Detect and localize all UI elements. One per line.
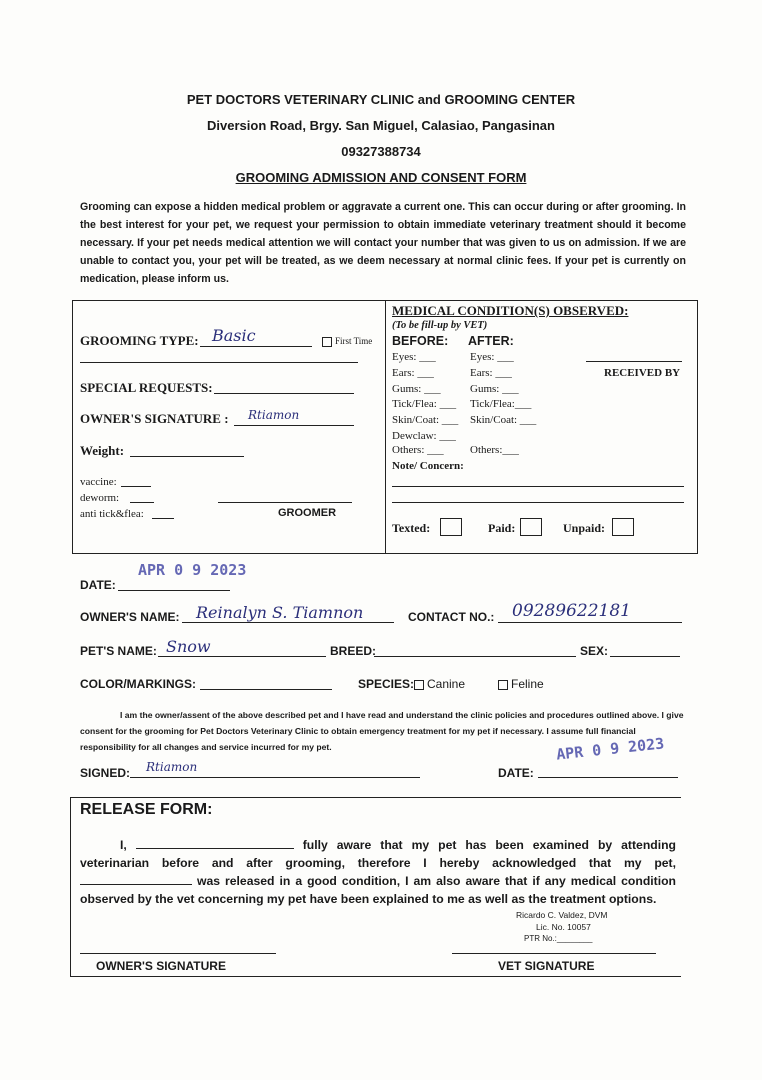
paid-box[interactable] bbox=[520, 518, 542, 536]
color-markings-line bbox=[200, 689, 332, 690]
before-skin-coat: Skin/Coat: ___ bbox=[392, 414, 459, 426]
first-time-label: First Time bbox=[335, 336, 373, 346]
clinic-address: Diversion Road, Brgy. San Miguel, Calasiao, Pangasinan bbox=[207, 118, 555, 133]
color-markings-label: COLOR/MARKINGS: bbox=[80, 677, 196, 691]
owner-name-line bbox=[182, 622, 394, 623]
after-gums: Gums: ___ bbox=[470, 383, 519, 395]
paid-label: Paid: bbox=[488, 521, 516, 535]
after-tick-flea: Tick/Flea:___ bbox=[470, 398, 532, 410]
owner-name-value[interactable]: Reinalyn S. Tiamnon bbox=[196, 603, 364, 622]
medical-subtitle: (To be fill-up by VET) bbox=[392, 320, 488, 331]
first-time-box[interactable] bbox=[322, 337, 332, 347]
form-title: GROOMING ADMISSION AND CONSENT FORM bbox=[235, 170, 527, 185]
breed-label: BREED: bbox=[330, 644, 377, 658]
vet-signature-line bbox=[452, 953, 656, 954]
before-others: Others: ___ bbox=[392, 444, 444, 456]
before-heading: BEFORE: bbox=[392, 334, 449, 348]
table-divider bbox=[385, 300, 386, 553]
received-by-label: RECEIVED BY bbox=[604, 367, 681, 379]
sex-label: SEX: bbox=[580, 644, 609, 658]
species-canine-option[interactable] bbox=[414, 677, 465, 691]
intro-paragraph: Grooming can expose a hidden medical problem or aggravate a current one. This can occur during or after grooming. In the best interest for your pet, we request your permission to obtain immediate veterinary treatment should it become necessary. If your pet needs medical attention we will contact your number that was given to us on admission. If we are unable to contact you, your pet will be treated, as we deem necessary at normal clinic fees. If your pet is currently on medication, please inform us. bbox=[80, 201, 686, 285]
contact-line bbox=[498, 622, 682, 623]
canine-label: Canine bbox=[427, 677, 466, 691]
anti-tick-line bbox=[152, 518, 174, 519]
date-line bbox=[118, 590, 230, 591]
clinic-phone: 09327388734 bbox=[341, 144, 421, 159]
after-others: Others:___ bbox=[470, 444, 519, 456]
vet-signature-label: VET SIGNATURE bbox=[498, 959, 595, 973]
consent-text: I am the owner/assent of the above described pet and I have read and understand the clinic policies and procedures outlined above. I give consent for the grooming for Pet Doctors Veterinary Clinic to obtain emergency treatment for my pet if necessary. I assume full financial responsibility for all changes and service incurred for my pet. bbox=[80, 710, 684, 752]
note-label: Note/ Concern: bbox=[392, 460, 464, 472]
signed-value: Rtiamon bbox=[146, 760, 198, 774]
owner-signature-release-label: OWNER'S SIGNATURE bbox=[96, 959, 226, 973]
species-feline-option[interactable] bbox=[498, 677, 544, 691]
first-time-checkbox[interactable] bbox=[322, 336, 372, 347]
after-eyes: Eyes: ___ bbox=[470, 351, 514, 363]
release-owner-blank[interactable] bbox=[136, 838, 294, 849]
texted-box[interactable] bbox=[440, 518, 462, 536]
vaccine-line bbox=[121, 486, 151, 487]
weight-label: Weight: bbox=[80, 443, 125, 458]
unpaid-box[interactable] bbox=[612, 518, 634, 536]
after-heading: AFTER: bbox=[468, 334, 514, 348]
vet-license: Lic. No. 10057 bbox=[536, 922, 591, 932]
grooming-extra-line bbox=[80, 362, 358, 363]
date-label: DATE: bbox=[80, 578, 116, 592]
release-text-c: was released in a good condition, I am also aware that if any medical condition observed by the vet concerning my pet have been explained to me as well as the treatment options. bbox=[80, 874, 676, 906]
signed-label: SIGNED: bbox=[80, 766, 131, 780]
feline-checkbox[interactable] bbox=[498, 680, 508, 690]
deworm-label: deworm: bbox=[80, 492, 120, 504]
consent-date-label: DATE: bbox=[498, 766, 534, 780]
after-skin-coat: Skin/Coat: ___ bbox=[470, 414, 537, 426]
note-line-2 bbox=[392, 502, 684, 503]
groomer-line bbox=[218, 502, 352, 503]
medical-title: MEDICAL CONDITION(S) OBSERVED: bbox=[392, 303, 629, 318]
before-tick-flea: Tick/Flea: ___ bbox=[392, 398, 457, 410]
clinic-name: PET DOCTORS VETERINARY CLINIC and GROOMING CENTER bbox=[186, 92, 576, 107]
owner-signature-release-line bbox=[80, 953, 276, 954]
note-line-1 bbox=[392, 486, 684, 487]
before-dewclaw: Dewclaw: ___ bbox=[392, 430, 456, 442]
weight-line bbox=[130, 456, 244, 457]
vaccine-label: vaccine: bbox=[80, 476, 117, 488]
signed-line bbox=[130, 777, 420, 778]
owner-signature-label: OWNER'S SIGNATURE : bbox=[80, 411, 229, 426]
pet-name-value[interactable]: Snow bbox=[166, 637, 211, 656]
deworm-line bbox=[130, 502, 154, 503]
before-eyes: Eyes: ___ bbox=[392, 351, 436, 363]
grooming-type-label: GROOMING TYPE: bbox=[80, 333, 199, 348]
release-text-b: fully aware that my pet has been examined by attending veterinarian before and after grooming, therefore I hereby acknowledged that my pet, bbox=[80, 838, 676, 870]
texted-label: Texted: bbox=[392, 521, 431, 535]
owner-signature-value: Rtiamon bbox=[248, 408, 300, 422]
grooming-type-line bbox=[200, 346, 312, 347]
release-text bbox=[80, 836, 676, 908]
received-by-line bbox=[586, 361, 682, 362]
special-requests-line bbox=[214, 393, 354, 394]
pet-name-label: PET'S NAME: bbox=[80, 644, 157, 658]
groomer-label: GROOMER bbox=[278, 507, 337, 519]
sex-line bbox=[610, 656, 680, 657]
unpaid-label: Unpaid: bbox=[563, 521, 606, 535]
special-requests-label: SPECIAL REQUESTS: bbox=[80, 380, 213, 395]
contact-label: CONTACT NO.: bbox=[408, 610, 495, 624]
breed-line bbox=[374, 656, 576, 657]
date-stamp: APR 0 9 2023 bbox=[138, 561, 247, 579]
release-text-a: I, bbox=[120, 838, 136, 852]
owner-signature-line bbox=[234, 425, 354, 426]
after-ears: Ears: ___ bbox=[470, 367, 512, 379]
before-gums: Gums: ___ bbox=[392, 383, 441, 395]
release-title: RELEASE FORM: bbox=[80, 801, 213, 818]
release-pet-blank[interactable] bbox=[80, 874, 192, 885]
pet-name-line bbox=[158, 656, 326, 657]
canine-checkbox[interactable] bbox=[414, 680, 424, 690]
before-ears: Ears: ___ bbox=[392, 367, 434, 379]
species-label: SPECIES: bbox=[358, 677, 415, 691]
vet-ptr: PTR No.:________ bbox=[524, 934, 593, 943]
grooming-type-value[interactable]: Basic bbox=[212, 326, 256, 345]
vet-name: Ricardo C. Valdez, DVM bbox=[516, 910, 608, 920]
consent-date-line bbox=[538, 777, 678, 778]
anti-tick-label: anti tick&flea: bbox=[80, 508, 144, 520]
feline-label: Feline bbox=[511, 677, 544, 691]
owner-name-label: OWNER'S NAME: bbox=[80, 610, 180, 624]
consent-date-stamp: APR 0 9 2023 bbox=[555, 734, 666, 764]
contact-value[interactable]: 09289622181 bbox=[512, 601, 631, 621]
